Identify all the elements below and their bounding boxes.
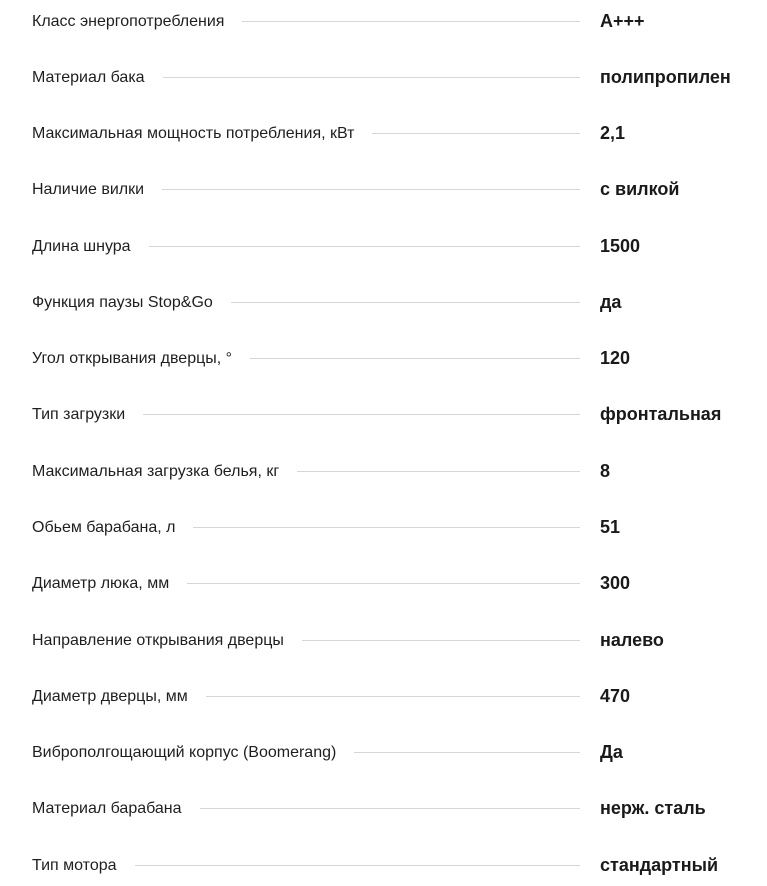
spec-row-drum-material	[0, 787, 767, 827]
spec-value: фронтальная	[600, 404, 722, 424]
spec-label: Максимальная мощность потребления, кВт	[32, 124, 372, 144]
spec-value: 1500	[600, 236, 641, 256]
spec-value: налево	[600, 630, 664, 650]
spec-value: 51	[600, 517, 621, 537]
spec-row-cord-length	[0, 225, 767, 265]
spec-row-plug	[0, 168, 767, 208]
spec-value: Да	[600, 742, 623, 762]
spec-label: Направление открывания дверцы	[32, 631, 302, 651]
spec-row-door-angle	[0, 337, 767, 377]
spec-row-vibration-body	[0, 731, 767, 771]
spec-row-load-type	[0, 393, 767, 433]
spec-value: 470	[600, 686, 631, 706]
spec-value: 120	[600, 348, 631, 368]
spec-label: Диаметр люка, мм	[32, 574, 187, 594]
spec-label: Угол открывания дверцы, °	[32, 349, 250, 369]
spec-row-hatch-diameter	[0, 562, 767, 602]
spec-row-motor-type	[0, 844, 767, 884]
spec-row-pause-function	[0, 281, 767, 321]
spec-label: Материал бака	[32, 68, 163, 88]
spec-label: Функция паузы Stop&Go	[32, 293, 231, 313]
spec-value: полипропилен	[600, 67, 731, 87]
spec-value: нерж. сталь	[600, 798, 706, 818]
spec-row-tank-material	[0, 56, 767, 96]
spec-label: Тип мотора	[32, 856, 135, 876]
spec-label: Тип загрузки	[32, 405, 143, 425]
spec-value: 2,1	[600, 123, 626, 143]
spec-row-drum-volume	[0, 506, 767, 546]
spec-label: Максимальная загрузка белья, кг	[32, 462, 297, 482]
spec-row-door-diameter	[0, 675, 767, 715]
spec-value: 8	[600, 461, 611, 481]
spec-label: Длина шнура	[32, 237, 149, 257]
spec-label: Класс энергопотребления	[32, 12, 242, 32]
spec-label: Виброполгощающий корпус (Boomerang)	[32, 743, 354, 763]
spec-value: да	[600, 292, 622, 312]
spec-row-door-direction	[0, 619, 767, 659]
spec-value: с вилкой	[600, 179, 680, 199]
spec-value: 300	[600, 573, 631, 593]
spec-row-energy-class	[0, 0, 767, 40]
spec-label: Диаметр дверцы, мм	[32, 687, 206, 707]
spec-value: A+++	[600, 11, 645, 31]
spec-row-max-power	[0, 112, 767, 152]
spec-label: Обьем барабана, л	[32, 518, 193, 538]
spec-row-max-load	[0, 450, 767, 490]
spec-value: стандартный	[600, 855, 719, 875]
spec-label: Наличие вилки	[32, 180, 162, 200]
spec-label: Материал барабана	[32, 799, 200, 819]
